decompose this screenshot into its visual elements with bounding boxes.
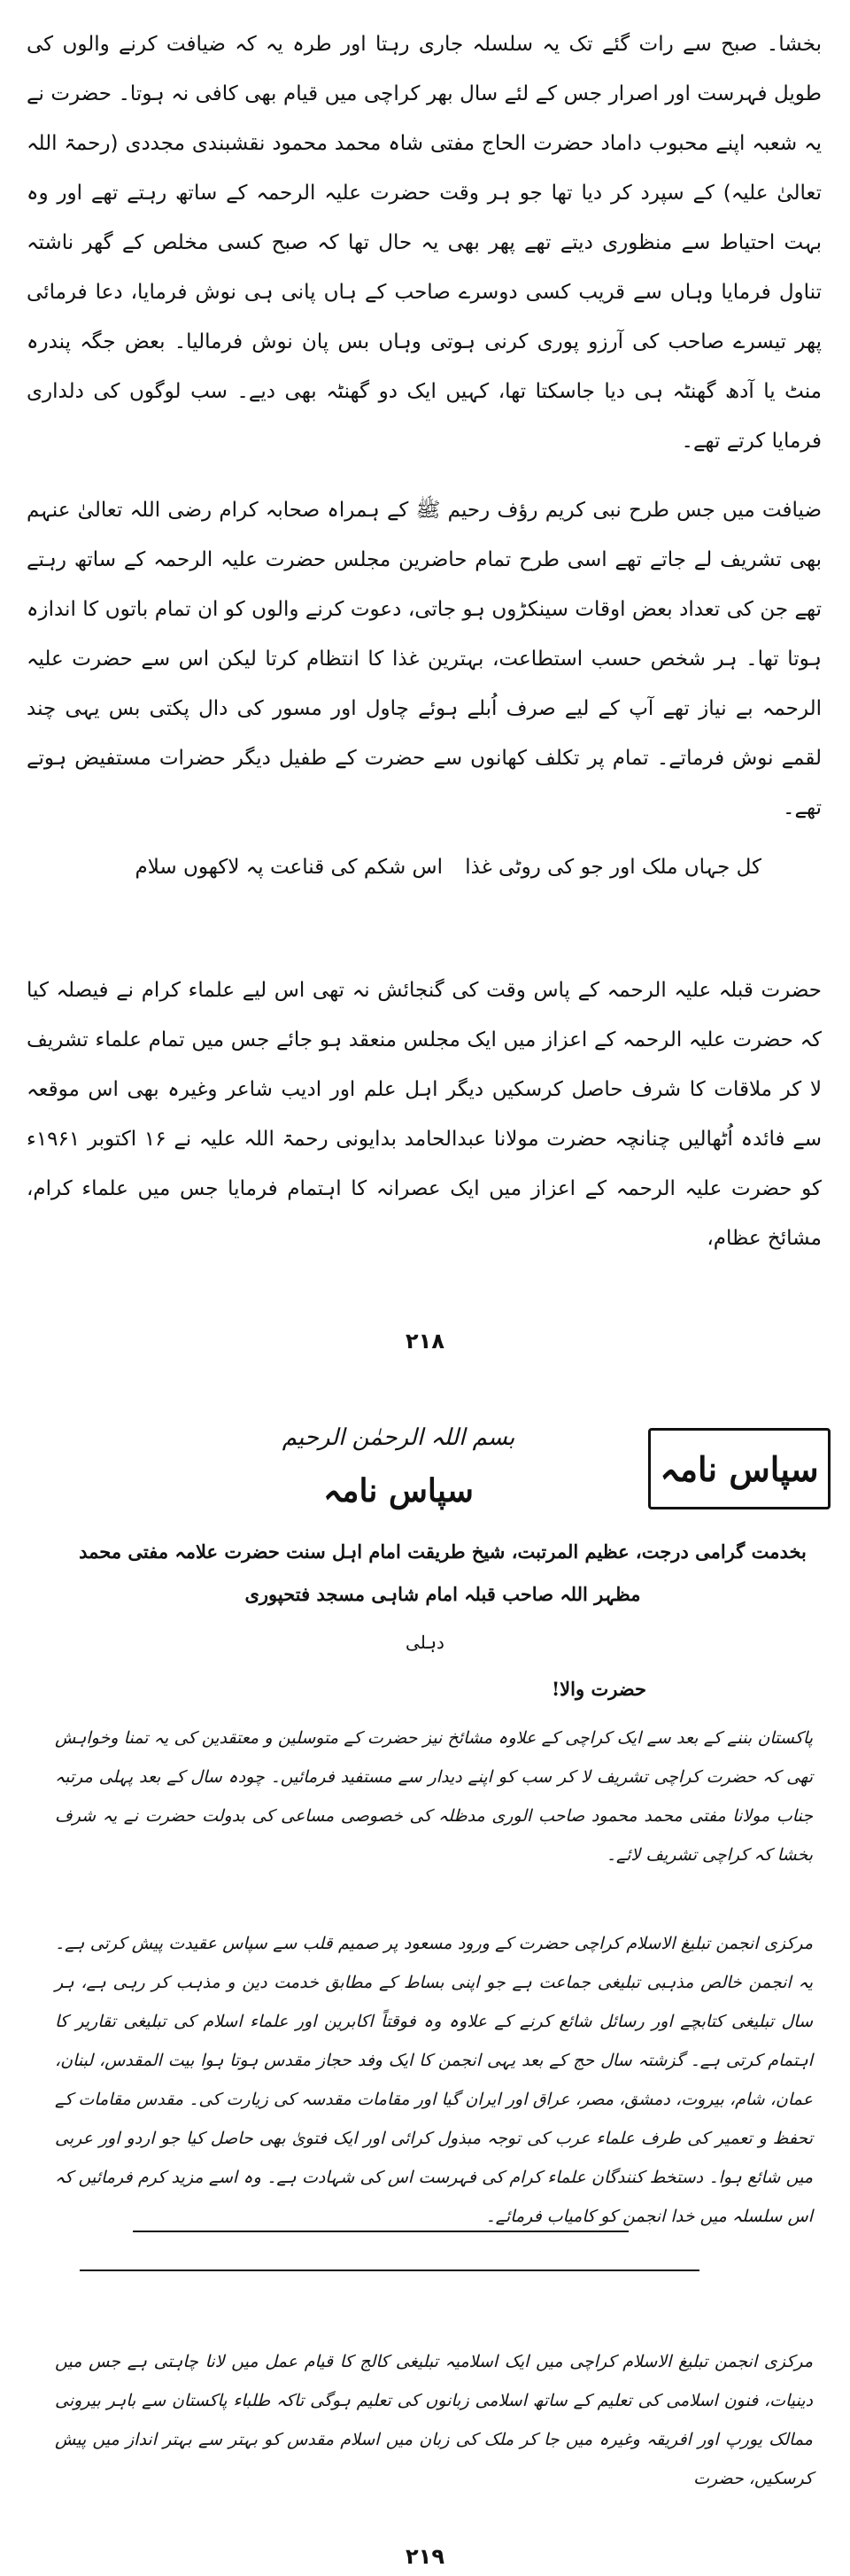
couplet-line-2: اس شکم کی قناعت پہ لاکھوں سلام: [135, 856, 443, 879]
salutation: حضرت والا!: [551, 1678, 646, 1700]
handwritten-paragraph-2: مرکزی انجمن تبلیغ الاسلام کراچی حضرت کے ورود مسعود پر صمیم قلب سے سپاس عقیدت پیش کرتی ہے۔ یہ انجمن خالص مذہبی تبلیغی جماعت ہے جو اپنی بساط کے مطابق خدمت دین و مذہب کر رہی ہے، ہر سال تبلیغی کتابچے اور رسائل شائع کرنے کے علاوہ وہ فوقتاً اکابرین اور علماء اسلام کی تبلیغی تقاریر کا اہتمام کرتی ہے۔ گزشتہ سال حج کے بعد یہی انجمن کا ایک وفد حجاز مقدس ہوتا ہوا بیت المقدس، لبنان، عمان، شام، بیروت، دمشق، مصر، عراق اور ایران گیا اور مقامات مقدسہ کی زیارت کی۔ مقدس مقامات کے تحفظ و تعمیر کی طرف علماء عرب کی توجہ مبذول کرائی اور ایک فتویٰ بھی حاصل کیا جو اردو اور عربی میں شائع ہوا۔ دستخط کنندگان علماء کرام کی فہرست اس کی شہادت ہے۔ وہ اسے مزید کرم فرمائیں کہ اس سلسلہ میں خدا انجمن کو کامیاب فرمائے۔: [55, 1934, 813, 2226]
underline-stroke: [80, 2270, 699, 2271]
city-name: دہلی: [406, 1632, 444, 1653]
handwritten-paragraph-3: مرکزی انجمن تبلیغ الاسلام کراچی میں ایک اسلامیہ تبلیغی کالج کا قیام عمل میں لانا چاہتی ہے جس میں دینیات، فنون اسلامی کی تعلیم کے ساتھ اسلامی زبانوں کی تعلیم ہوگی تاکہ طلباء پاکستان سے باہر بیرونی ممالک یورپ اور افریقہ وغیرہ میں جا کر ملک کی زبان میں اسلام مقدس کو بہتر سے بہتر انداز میں پیش کرسکیں، حضرت: [55, 2352, 813, 2488]
addressee-line: بخدمت گرامی درجت، عظیم المرتبت، شیخ طریقت امام اہل سنت حضرت علامہ مفتی محمد مظہر اللہ صاحب قبلہ امام شاہی مسجد فتحپوری: [79, 1540, 807, 1605]
address-title: سپاس نامہ: [323, 1472, 474, 1509]
boxed-heading: سپاس نامہ: [648, 1428, 831, 1509]
paragraph-reception: حضرت قبلہ علیہ الرحمہ کے پاس وقت کی گنجائش نہ تھی اس لیے علماء کرام نے فیصلہ کیا کہ حضرت علیہ الرحمہ کے اعزاز میں ایک مجلس منعقد ہو جائے جس میں تمام علماء تشریف لا کر ملاقات کا شرف حاصل کرسکیں دیگر اہل علم اور ادیب شاعر وغیرہ بھی اس موقعہ سے فائدہ اُٹھالیں چنانچہ حضرت مولانا عبدالحامد بدایونی رحمۃ اللہ علیہ نے ۱۶ اکتوبر ۱۹۶۱ء کو حضرت علیہ الرحمہ کے اعزاز میں ایک عصرانہ کا اہتمام فرمایا جس میں علماء کرام، مشائخ عظام،: [27, 979, 822, 1250]
underline-stroke: [133, 2231, 629, 2232]
handwritten-paragraph-1: پاکستان بننے کے بعد سے ایک کراچی کے علاوہ مشائخ نیز حضرت کے متوسلین و معتقدین کی یہ تمنا وخواہش تھی کہ حضرت کراچی تشریف لا کر سب کو اپنے دیدار سے مستفید فرمائیں۔ چودہ سال کے بعد پہلی مرتبہ جناب مولانا مفتی محمد محمود صاحب الوری مدظلہ کی خصوصی مساعی کی بدولت حضرت نے یہ شرف بخشا کہ کراچی تشریف لائے۔: [55, 1728, 813, 1865]
poetry-couplet: [53, 856, 797, 900]
couplet-line-1: کل جہاں ملک اور جو کی روٹی غذا: [465, 856, 761, 879]
page-number: ۲۱۸: [406, 1329, 444, 1354]
bismillah-calligraphy: بسم اللہ الرحمٰن الرحیم: [282, 1424, 515, 1451]
page-number: ۲۱۹: [406, 2544, 444, 2569]
page-219: [0, 1382, 850, 2576]
paragraph-companions: ضیافت میں جس طرح نبی کریم رؤف رحیم ﷺ کے ہمراہ صحابہ کرام رضی اللہ تعالیٰ عنہم بھی تشریف لے جاتے تھے اسی طرح تمام حاضرین مجلس حضرت علیہ الرحمہ کے ساتھ رہتے تھے جن کی تعداد بعض اوقات سینکڑوں ہو جاتی، دعوت کرنے والوں کو ان تمام باتوں کا اندازہ ہوتا تھا۔ ہر شخص حسب استطاعت، بہترین غذا کا انتظام کرتا لیکن اس سے حضرت علیہ الرحمہ بے نیاز تھے آپ کے لیے صرف اُبلے ہوئے چاول اور مسور کی دال پکتی بس یہی چند لقمے نوش فرماتے۔ تمام پر تکلف کھانوں سے حضرت کے طفیل دیگر حضرات مستفیض ہوتے تھے۔: [27, 499, 822, 819]
paragraph-hospitality: بخشا۔ صبح سے رات گئے تک یہ سلسلہ جاری رہتا اور طرہ یہ کہ ضیافت کرنے والوں کی طویل فہرست اور اصرار جس کے لئے سال بھر کراچی میں قیام بھی کافی نہ ہوتا۔ حضرت نے یہ شعبہ اپنے محبوب داماد حضرت الحاج مفتی شاہ محمد محمود نقشبندی مجددی (رحمۃ اللہ تعالیٰ علیہ) کے سپرد کر دیا تھا جو ہر وقت حضرت علیہ الرحمہ کے ساتھ رہتے تھے اور وہ بہت احتیاط سے منظوری دیتے تھے پھر بھی یہ حال تھا کہ صبح کسی مخلص کے گھر ناشتہ تناول فرمایا وہاں سے قریب کسی دوسرے صاحب کے ہاں پانی ہی نوش فرمایا، دعا فرمائی پھر تیسرے صاحب کی آرزو پوری کرنی ہوتی وہاں بس پان نوش فرمالیا۔ بعض جگہ پندرہ منٹ یا آدھ گھنٹہ ہی دیا جاسکتا تھا، کہیں ایک دو گھنٹہ بھی دیے۔ سب لوگوں کی دلداری فرمایا کرتے تھے۔: [27, 33, 822, 453]
